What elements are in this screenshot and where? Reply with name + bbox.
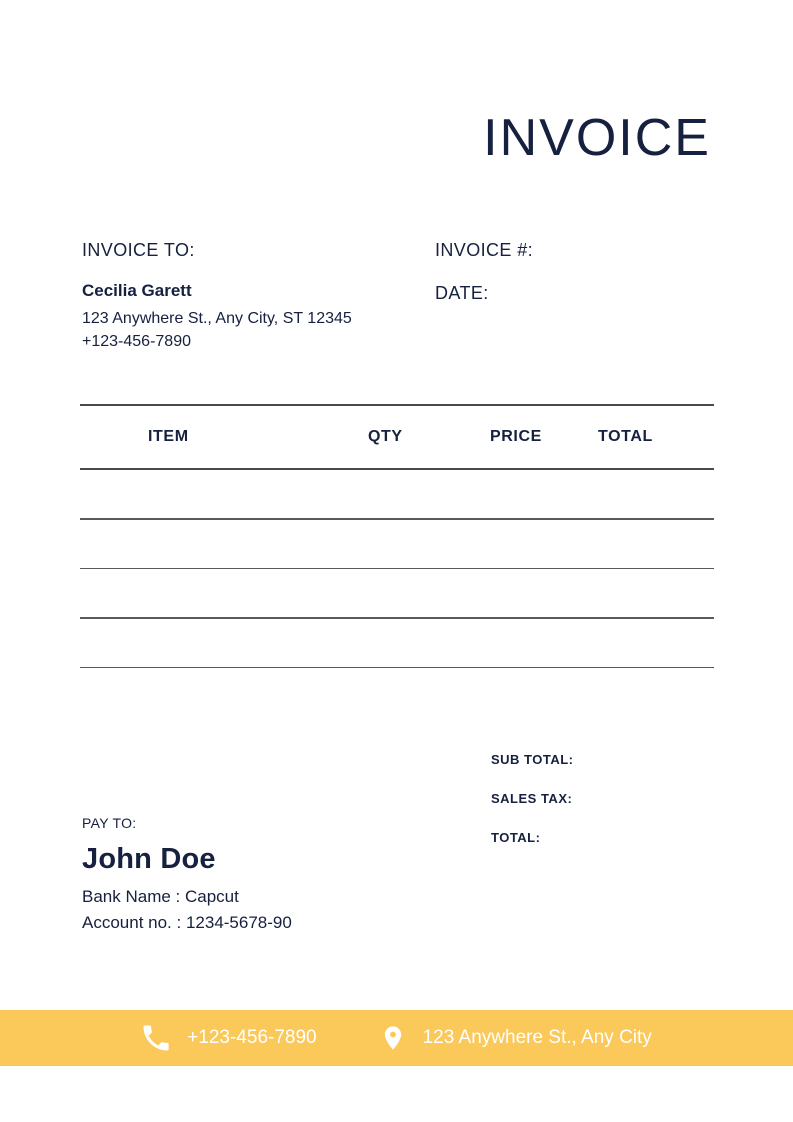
table-row[interactable]	[80, 619, 714, 667]
grand-total-row	[491, 830, 721, 845]
invoice-number-row	[435, 240, 725, 261]
line-items-table	[80, 404, 714, 668]
sales-tax-label: SALES TAX:	[491, 791, 573, 806]
location-pin-icon	[379, 1023, 407, 1053]
payee-name: John Doe	[82, 843, 216, 875]
table-row[interactable]	[80, 569, 714, 617]
sub-total-label: SUB TOTAL:	[491, 752, 574, 767]
column-header-total: TOTAL	[598, 428, 653, 445]
phone-icon	[141, 1023, 171, 1053]
footer-phone-text: +123-456-7890	[187, 1027, 317, 1048]
sub-total-row	[491, 752, 721, 767]
table-bottom-rule	[80, 667, 714, 669]
table-row[interactable]	[80, 470, 714, 518]
client-address: 123 Anywhere St., Any City, ST 12345	[82, 310, 352, 327]
column-header-qty: QTY	[368, 428, 403, 445]
invoice-to-label: INVOICE TO:	[82, 240, 195, 260]
sales-tax-row	[491, 791, 721, 806]
footer-address	[379, 1023, 652, 1053]
pay-to-block	[82, 815, 462, 935]
invoice-to-block	[82, 240, 432, 353]
totals-block	[491, 752, 721, 869]
footer-phone	[141, 1023, 316, 1053]
footer-bar	[0, 1010, 793, 1066]
table-row[interactable]	[80, 520, 714, 568]
invoice-date-row	[435, 283, 725, 304]
account-number: Account no. : 1234-5678-90	[82, 912, 292, 932]
column-header-item: ITEM	[148, 428, 189, 445]
client-phone: +123-456-7890	[82, 333, 191, 351]
invoice-meta-block	[435, 240, 725, 326]
footer-address-text: 123 Anywhere St., Any City	[422, 1027, 652, 1048]
bank-name: Bank Name : Capcut	[82, 887, 239, 906]
column-header-price: PRICE	[490, 428, 542, 445]
invoice-number-label: INVOICE #:	[435, 240, 534, 260]
page-title: INVOICE	[483, 109, 711, 167]
table-header-row	[80, 406, 714, 468]
grand-total-label: TOTAL:	[491, 830, 541, 845]
client-name: Cecilia Garett	[82, 281, 192, 300]
pay-to-label: PAY TO:	[82, 815, 137, 831]
invoice-date-label: DATE:	[435, 283, 489, 303]
